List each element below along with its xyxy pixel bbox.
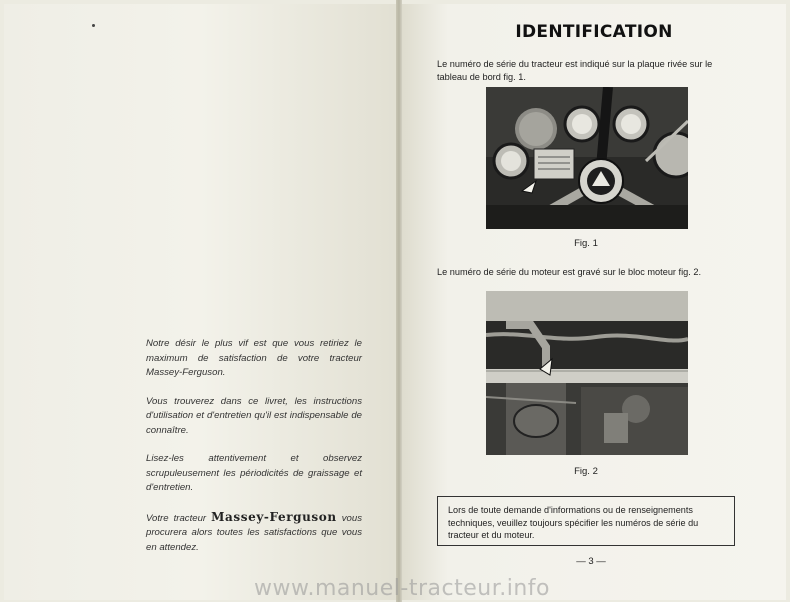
fig2-caption: Fig. 2 bbox=[574, 466, 598, 477]
book-gutter bbox=[396, 0, 402, 602]
page-title: IDENTIFICATION bbox=[515, 22, 673, 42]
fig1-description: Le numéro de série du tracteur est indiqué sur la plaque rivée sur le tableau de bord fig. 1. bbox=[437, 59, 713, 82]
dashboard-photo bbox=[486, 87, 688, 229]
intro-p4-suffix: vous procurera alors toutes les satisfactions que vous en attendez. bbox=[146, 512, 362, 553]
fig2-description: Le numéro de série du moteur est gravé sur le bloc moteur fig. 2. bbox=[437, 267, 702, 277]
paper-speck bbox=[92, 24, 95, 27]
intro-paragraph-2: Vous trouverez dans ce livret, les instructions d'utilisation et d'entretien qu'il est indispensable de connaître. bbox=[146, 395, 362, 436]
watermark: www.manuel-tracteur.info bbox=[254, 576, 550, 601]
intro-text bbox=[146, 337, 362, 569]
fig1-caption: Fig. 1 bbox=[574, 238, 598, 249]
engine-photo bbox=[486, 291, 688, 455]
page-number: — 3 — bbox=[576, 556, 606, 567]
notice-box: Lors de toute demande d'informations ou de renseignements techniques, veuillez toujours spécifier les numéros de série du tracteur et du moteur. bbox=[437, 496, 735, 546]
brand-name: Massey-Ferguson bbox=[211, 509, 337, 524]
intro-paragraph-3: Lisez-les attentivement et observez scrupuleusement les périodicités de graissage et d'entretien. bbox=[146, 453, 362, 493]
intro-paragraph-4 bbox=[146, 510, 362, 556]
intro-paragraph-1: Notre désir le plus vif est que vous retiriez le maximum de satisfaction de votre tracteur Massey-Ferguson. bbox=[146, 338, 362, 378]
intro-p4-prefix: Votre tracteur bbox=[146, 512, 207, 524]
